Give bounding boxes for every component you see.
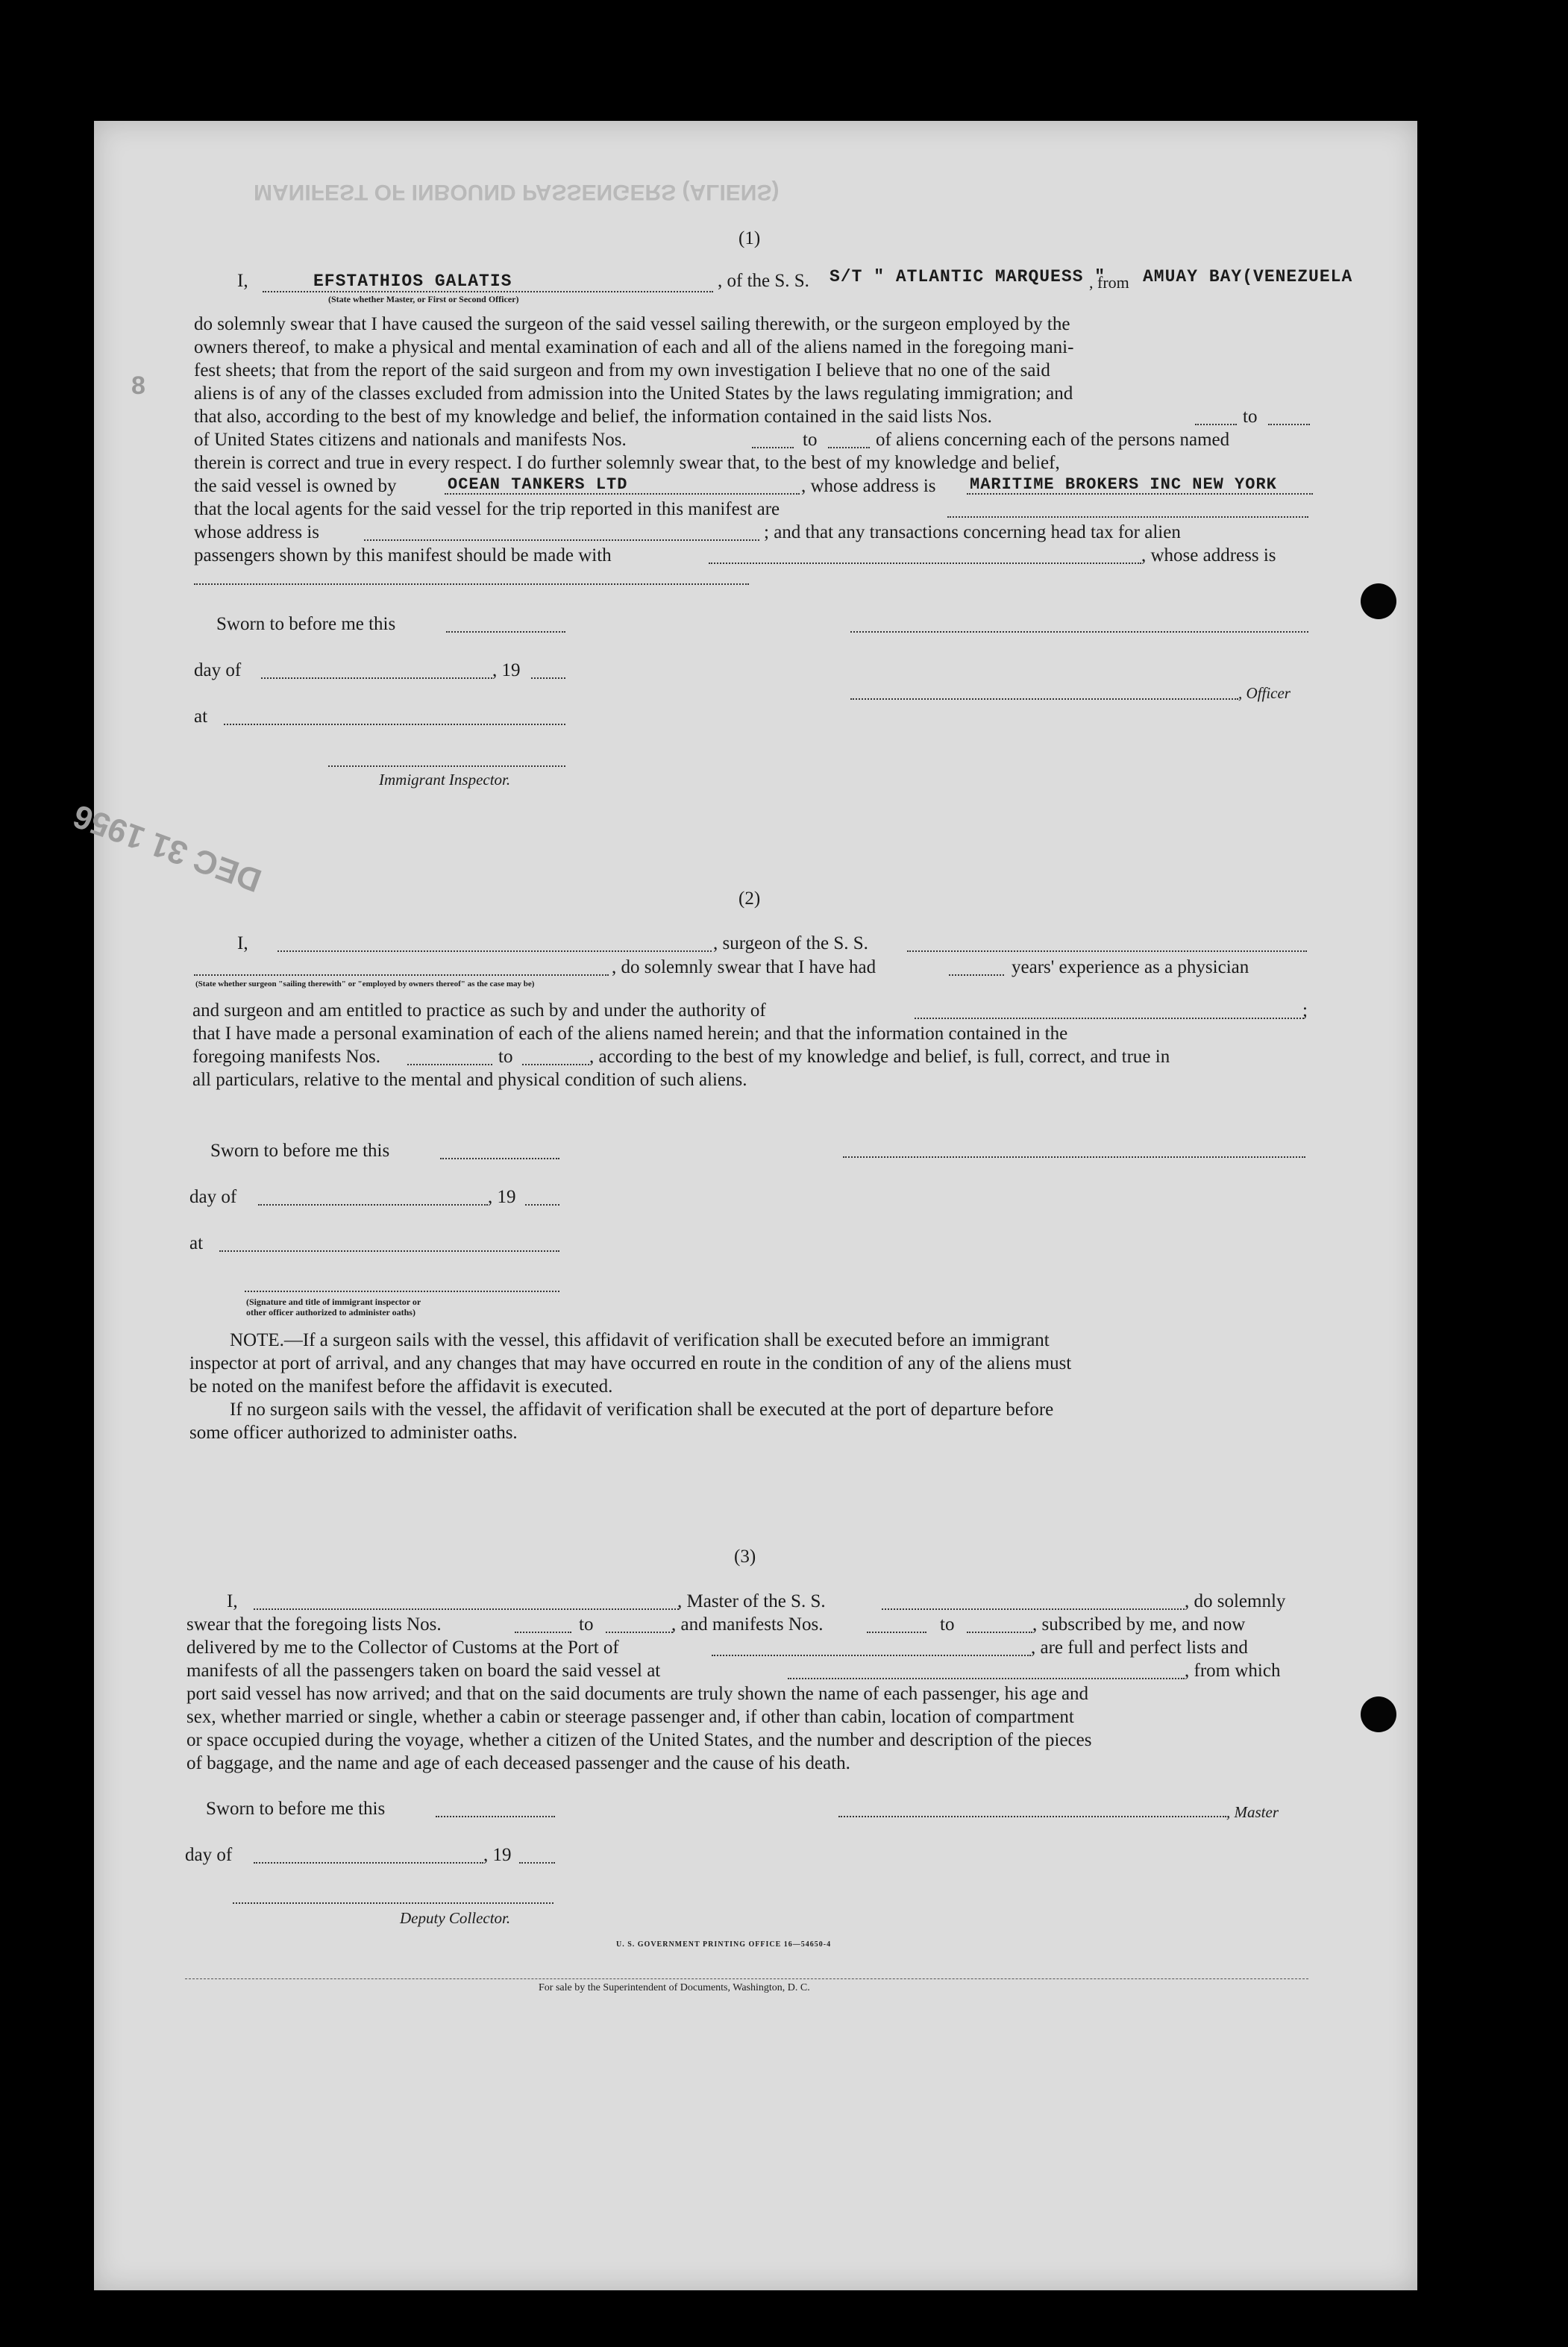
s1-para-line7: therein is correct and true in every respect. I do further solemnly swear that, to the best of my knowledge and belief,	[194, 453, 1060, 473]
faint-header-text: MANIFEST OF INBOUND PASSENGERS (ALIENS)	[254, 180, 780, 204]
authority-line	[915, 1018, 1304, 1019]
lists-no-line	[1195, 424, 1237, 425]
footer-rule	[185, 1978, 1308, 1979]
s3-do-solemnly: , do solemnly	[1185, 1591, 1286, 1611]
s1-para-line9: that the local agents for the said vessel for the trip reported in this manifest are	[194, 499, 780, 519]
immigrant-inspector-label: Immigrant Inspector.	[379, 771, 511, 789]
s3-line3b: , are full and perfect lists and	[1031, 1638, 1248, 1658]
surgeon-name-line	[277, 950, 712, 952]
vessel-owner: OCEAN TANKERS LTD	[448, 475, 628, 494]
note-line2: inspector at port of arrival, and any changes that may have occurred en route in the condition of any of the aliens must	[189, 1353, 1072, 1373]
note-line3: be noted on the manifest before the affidavit is executed.	[189, 1376, 613, 1397]
s2-para-line3b: to	[498, 1047, 513, 1067]
section3-number: (3)	[734, 1547, 756, 1567]
s2-authority-signature-line	[245, 1291, 559, 1292]
s2-nineteen: , 19	[488, 1187, 516, 1207]
note-line1: NOTE.—If a surgeon sails with the vessel, this affidavit of verification shall be executed before an immigrant	[230, 1330, 1050, 1350]
master-vessel-line	[882, 1608, 1185, 1610]
s3-sworn-line	[436, 1816, 555, 1817]
s1-of-ss: , of the S. S.	[718, 271, 809, 291]
s2-at: at	[189, 1233, 204, 1253]
officer-name-line	[263, 291, 713, 292]
s1-from: , from	[1089, 273, 1129, 292]
s3-line4b: , from which	[1185, 1661, 1281, 1681]
note-line5: some officer authorized to administer oaths.	[189, 1423, 518, 1443]
section2-number: (2)	[738, 889, 761, 909]
s2-sworn-line	[440, 1158, 559, 1159]
s2-swear: , do solemnly swear that I have had	[612, 957, 876, 977]
s2-semicolon: ;	[1302, 1000, 1308, 1021]
s3-lists-to-line	[606, 1632, 673, 1633]
s1-para-line6a: of United States citizens and nationals and manifests Nos.	[194, 430, 627, 450]
officer-title-line	[850, 698, 1238, 700]
section1-number: (1)	[738, 228, 761, 248]
s1-para-line1: do solemnly swear that I have caused the surgeon of the said vessel sailing therewith, or the surgeon employed by the	[194, 314, 1070, 334]
officer-title: , Officer	[1238, 684, 1291, 702]
deputy-collector-label: Deputy Collector.	[400, 1909, 511, 1927]
s2-day-of: day of	[189, 1187, 237, 1207]
manifests-no-line	[752, 447, 794, 448]
s3-line2c: , and manifests Nos.	[671, 1614, 824, 1635]
s3-port-line	[712, 1655, 1031, 1656]
s1-para-line6b: of aliens concerning each of the persons named	[876, 430, 1230, 450]
punch-hole-top	[1361, 583, 1396, 619]
s2-para-line1: and surgeon and am entitled to practice as such by and under the authority of	[192, 1000, 766, 1021]
s1-year-line	[531, 677, 565, 679]
s3-line5: port said vessel has now arrived; and that on the said documents are truly shown the name of each passenger, his age and	[186, 1684, 1089, 1704]
s3-manifests-no-line	[867, 1632, 926, 1633]
s3-master-of: , Master of the S. S.	[677, 1591, 826, 1611]
s1-para-line2: owners thereof, to make a physical and mental examination of each and all of the aliens named in the foregoing mani-	[194, 337, 1074, 357]
lists-to-line	[1268, 424, 1310, 425]
s3-line2b: to	[579, 1614, 594, 1635]
head-tax-line	[709, 563, 1141, 564]
departure-port: AMUAY BAY(VENEZUELA	[1143, 267, 1353, 286]
s2-para-line4: all particulars, relative to the mental and physical condition of such aliens.	[192, 1070, 747, 1090]
s2-para-line3a: foregoing manifests Nos.	[192, 1047, 381, 1067]
s3-year-line	[519, 1862, 555, 1864]
s1-para-line10b: ; and that any transactions concerning head tax for alien	[764, 522, 1181, 542]
s2-sworn: Sworn to before me this	[210, 1141, 390, 1161]
s1-at: at	[194, 706, 208, 727]
surgeon-type-note: (State whether surgeon "sailing therewith" or "employed by owners thereof" as the case may be)	[195, 980, 535, 988]
s1-para-line3: fest sheets; that from the report of the said surgeon and from my own investigation I believe that no one of the said	[194, 360, 1050, 380]
s3-line2a: swear that the foregoing lists Nos.	[186, 1614, 442, 1635]
surgeon-type-line	[194, 974, 609, 976]
s1-to-2: to	[803, 430, 818, 450]
inspector-signature-line	[328, 765, 565, 767]
s1-day-line	[261, 677, 492, 679]
gpo-imprint: U. S. GOVERNMENT PRINTING OFFICE 16—54650-4	[616, 1940, 832, 1949]
deputy-signature-line	[233, 1902, 553, 1904]
note-line4: If no surgeon sails with the vessel, the affidavit of verification shall be executed at the port of departure before	[230, 1400, 1054, 1420]
date-stamp: DEC 31 1956	[68, 797, 266, 899]
s2-manifest-to-line	[522, 1064, 589, 1065]
s2-para-line2: that I have made a personal examination of each of the aliens named herein; and that the information contained in the	[192, 1024, 1068, 1044]
sale-notice: For sale by the Superintendent of Documents, Washington, D. C.	[539, 1982, 810, 1993]
s2-i: I,	[237, 933, 248, 953]
s2-years: years' experience as a physician	[1012, 957, 1249, 977]
s3-sworn: Sworn to before me this	[206, 1799, 386, 1819]
agents-line	[947, 516, 1308, 518]
s1-to-1: to	[1243, 407, 1258, 427]
s2-para-line3c: , according to the best of my knowledge and belief, is full, correct, and true in	[589, 1047, 1170, 1067]
s1-para-line8b: , whose address is	[801, 476, 936, 496]
address-line	[967, 493, 1313, 495]
s1-para-line8a: the said vessel is owned by	[194, 476, 397, 496]
years-line	[949, 974, 1004, 976]
s3-nineteen: , 19	[483, 1845, 512, 1865]
agents-address-line	[364, 539, 759, 541]
s3-line4a: manifests of all the passengers taken on board the said vessel at	[186, 1661, 661, 1681]
head-tax-address-line	[194, 583, 749, 585]
s3-lists-no-line	[515, 1632, 571, 1633]
s3-boarded-line	[788, 1678, 1185, 1679]
faint-side-number: 8	[131, 372, 145, 400]
s2-sig-note-2: other officer authorized to administer oaths)	[246, 1307, 415, 1317]
officer-rank-note: (State whether Master, or First or Second Officer)	[328, 294, 519, 304]
master-name-line	[254, 1608, 679, 1610]
s3-line2e: , subscribed by me, and now	[1032, 1614, 1246, 1635]
s3-i: I,	[227, 1591, 238, 1611]
s2-year-line	[525, 1204, 559, 1206]
surgeon-vessel-line	[907, 950, 1307, 952]
s2-sig-note-1: (Signature and title of immigrant inspector or	[246, 1297, 421, 1307]
surgeon-signature-line	[843, 1156, 1305, 1158]
officer-signature-line	[850, 631, 1308, 633]
s3-line8: of baggage, and the name and age of each deceased passenger and the cause of his death.	[186, 1753, 850, 1773]
s3-line6: sex, whether married or single, whether a cabin or steerage passenger and, if other than cabin, location of compartment	[186, 1707, 1074, 1727]
owner-line	[445, 493, 800, 495]
s1-day-of: day of	[194, 660, 242, 680]
vessel-name: S/T " ATLANTIC MARQUESS "	[830, 267, 1106, 286]
s1-nineteen: , 19	[492, 660, 521, 680]
master-title: , Master	[1226, 1803, 1279, 1821]
s1-i: I,	[237, 271, 248, 291]
s2-at-line	[219, 1250, 559, 1252]
s3-line2d: to	[940, 1614, 955, 1635]
s3-manifests-to-line	[967, 1632, 1032, 1633]
s1-para-line11a: passengers shown by this manifest should be made with	[194, 545, 612, 565]
s3-line7: or space occupied during the voyage, whether a citizen of the United States, and the number and description of the pieces	[186, 1730, 1092, 1750]
master-signature-line	[838, 1816, 1226, 1817]
officer-name: EFSTATHIOS GALATIS	[313, 272, 512, 291]
s1-para-line11b: , whose address is	[1141, 545, 1276, 565]
manifests-to-line	[828, 447, 870, 448]
s2-day-line	[258, 1204, 488, 1206]
owner-address: MARITIME BROKERS INC NEW YORK	[970, 475, 1277, 494]
s1-para-line10a: whose address is	[194, 522, 320, 542]
s1-para-line4: aliens is of any of the classes excluded from admission into the United States by the laws regulating immigration; and	[194, 383, 1073, 404]
punch-hole-bottom	[1361, 1696, 1396, 1732]
s3-line3a: delivered by me to the Collector of Customs at the Port of	[186, 1638, 619, 1658]
s2-surgeon: , surgeon of the S. S.	[713, 933, 868, 953]
s1-sworn: Sworn to before me this	[216, 614, 396, 634]
s1-para-line5: that also, according to the best of my knowledge and belief, the information contained in the said lists Nos.	[194, 407, 992, 427]
s1-at-line	[224, 724, 565, 725]
s3-day-line	[254, 1862, 483, 1864]
s1-sworn-line	[446, 631, 565, 633]
s3-day-of: day of	[185, 1845, 233, 1865]
s2-manifest-no-line	[407, 1064, 492, 1065]
